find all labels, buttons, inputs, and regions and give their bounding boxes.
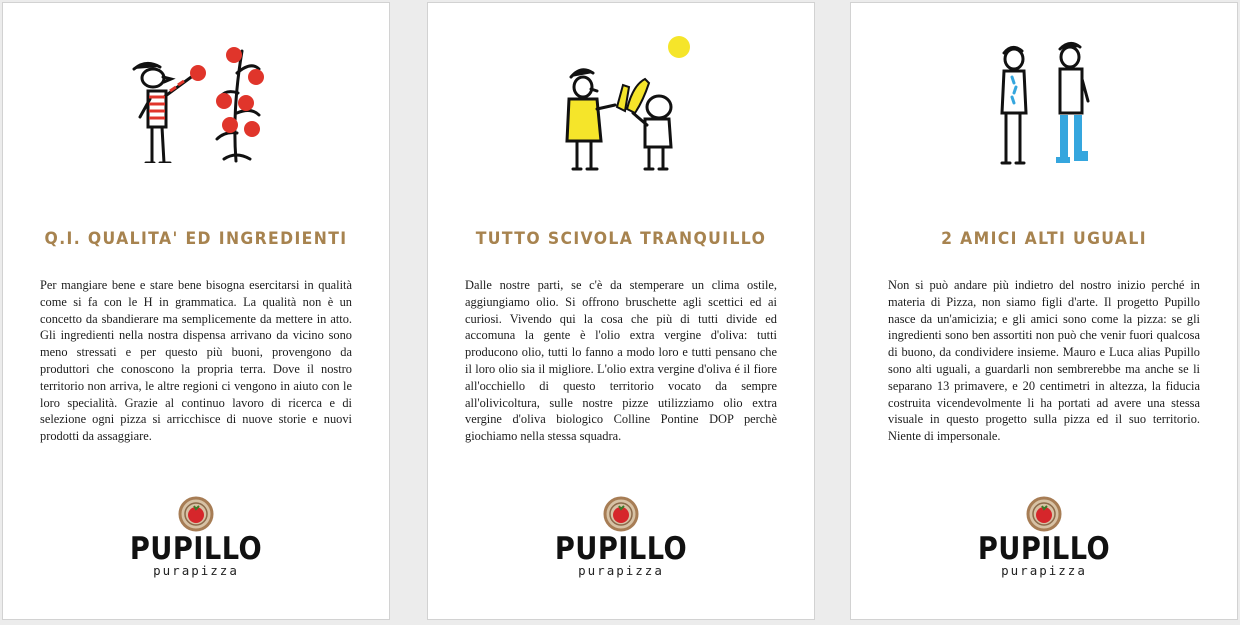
two-men-with-oil-bottles-illustration: [428, 33, 814, 173]
pupillo-logo: [851, 496, 1237, 586]
man-picking-tomatoes-illustration: [3, 33, 389, 173]
card-due-amici: [850, 2, 1238, 620]
card-body-text: Dalle nostre parti, se c'è da stemperare un clima ostile, aggiungiamo olio. Si offrono bruschette agli scettici ed ai curiosi. Vivendo qui la cosa che più di tutti divide ed accomuna la gente è l'olio extra vergine d'oliva: tutti producono olio, tutti lo fanno a modo loro e tutti pensano che il loro olio sia il migliore. L'olio extra vergine d'oliva é il fiore all'occhiello di questo territorio vocato da sempre all'olivicoltura, sulle nostre pizze utilizziamo olio extra vergine d'oliva biologico Colline Pontine DOP perchè giochiamo nella stessa squadra.: [465, 278, 777, 444]
card-quality-ingredients: [2, 2, 390, 620]
tomato-pizza-logo-icon: [177, 496, 215, 532]
pupillo-logo: [428, 496, 814, 586]
pupillo-logo: [3, 496, 389, 586]
logo-tagline: purapizza: [578, 563, 664, 578]
logo-name: PUPILLO: [554, 531, 688, 567]
two-friends-standing-illustration: [851, 33, 1237, 173]
tomato-pizza-logo-icon: [1025, 496, 1063, 532]
card-title: 2 AMICI ALTI UGUALI: [941, 229, 1147, 249]
card-body-text: Non si può andare più indietro del nostro inizio perché in materia di Pizza, non siamo figli d'arte. Il progetto Pupillo nasce da un'amicizia; e gli amici sono come la pizza: se gli ingredienti sono ben assortiti non può che venir fuori qualcosa di buono, da condividere insieme. Mauro e Luca alias Pupillo sono alti uguali, a guardarli non sembrerebbe ma anche se li separano 13 primavere, e 20 centimetri in altezza, la fiducia costruita vicendevolmente li ha portati ad avere una stessa visuale in questo progetto sulla pizza ed il suo territorio. Niente di impersonale.: [888, 278, 1200, 444]
logo-name: PUPILLO: [977, 531, 1111, 567]
card-body-text: Per mangiare bene e stare bene bisogna esercitarsi in qualità come si fa con le H in grammatica. La qualità non è un concetto da sbandierare ma semplicemente da mettere in atto. Gli ingredienti nella nostra dispensa arrivano da vicino sono meno stressati e per questo più buoni, provengono da produttori che conoscono la propria terra. Dove il nostro territorio non arriva, le altre regioni ci vengono in aiuto con le loro specialità. Grazie al continuo lavoro di ricerca e di selezione ogni pizza si arricchisce di nuove storie e nuovi prodotti da assaggiare.: [40, 278, 352, 444]
card-title: TUTTO SCIVOLA TRANQUILLO: [475, 229, 767, 249]
logo-tagline: purapizza: [1001, 563, 1087, 578]
tomato-pizza-logo-icon: [602, 496, 640, 532]
logo-tagline: purapizza: [153, 563, 239, 578]
card-title: Q.I. QUALITA' ED INGREDIENTI: [44, 229, 348, 249]
logo-name: PUPILLO: [129, 531, 263, 567]
card-tutto-scivola: [427, 2, 815, 620]
